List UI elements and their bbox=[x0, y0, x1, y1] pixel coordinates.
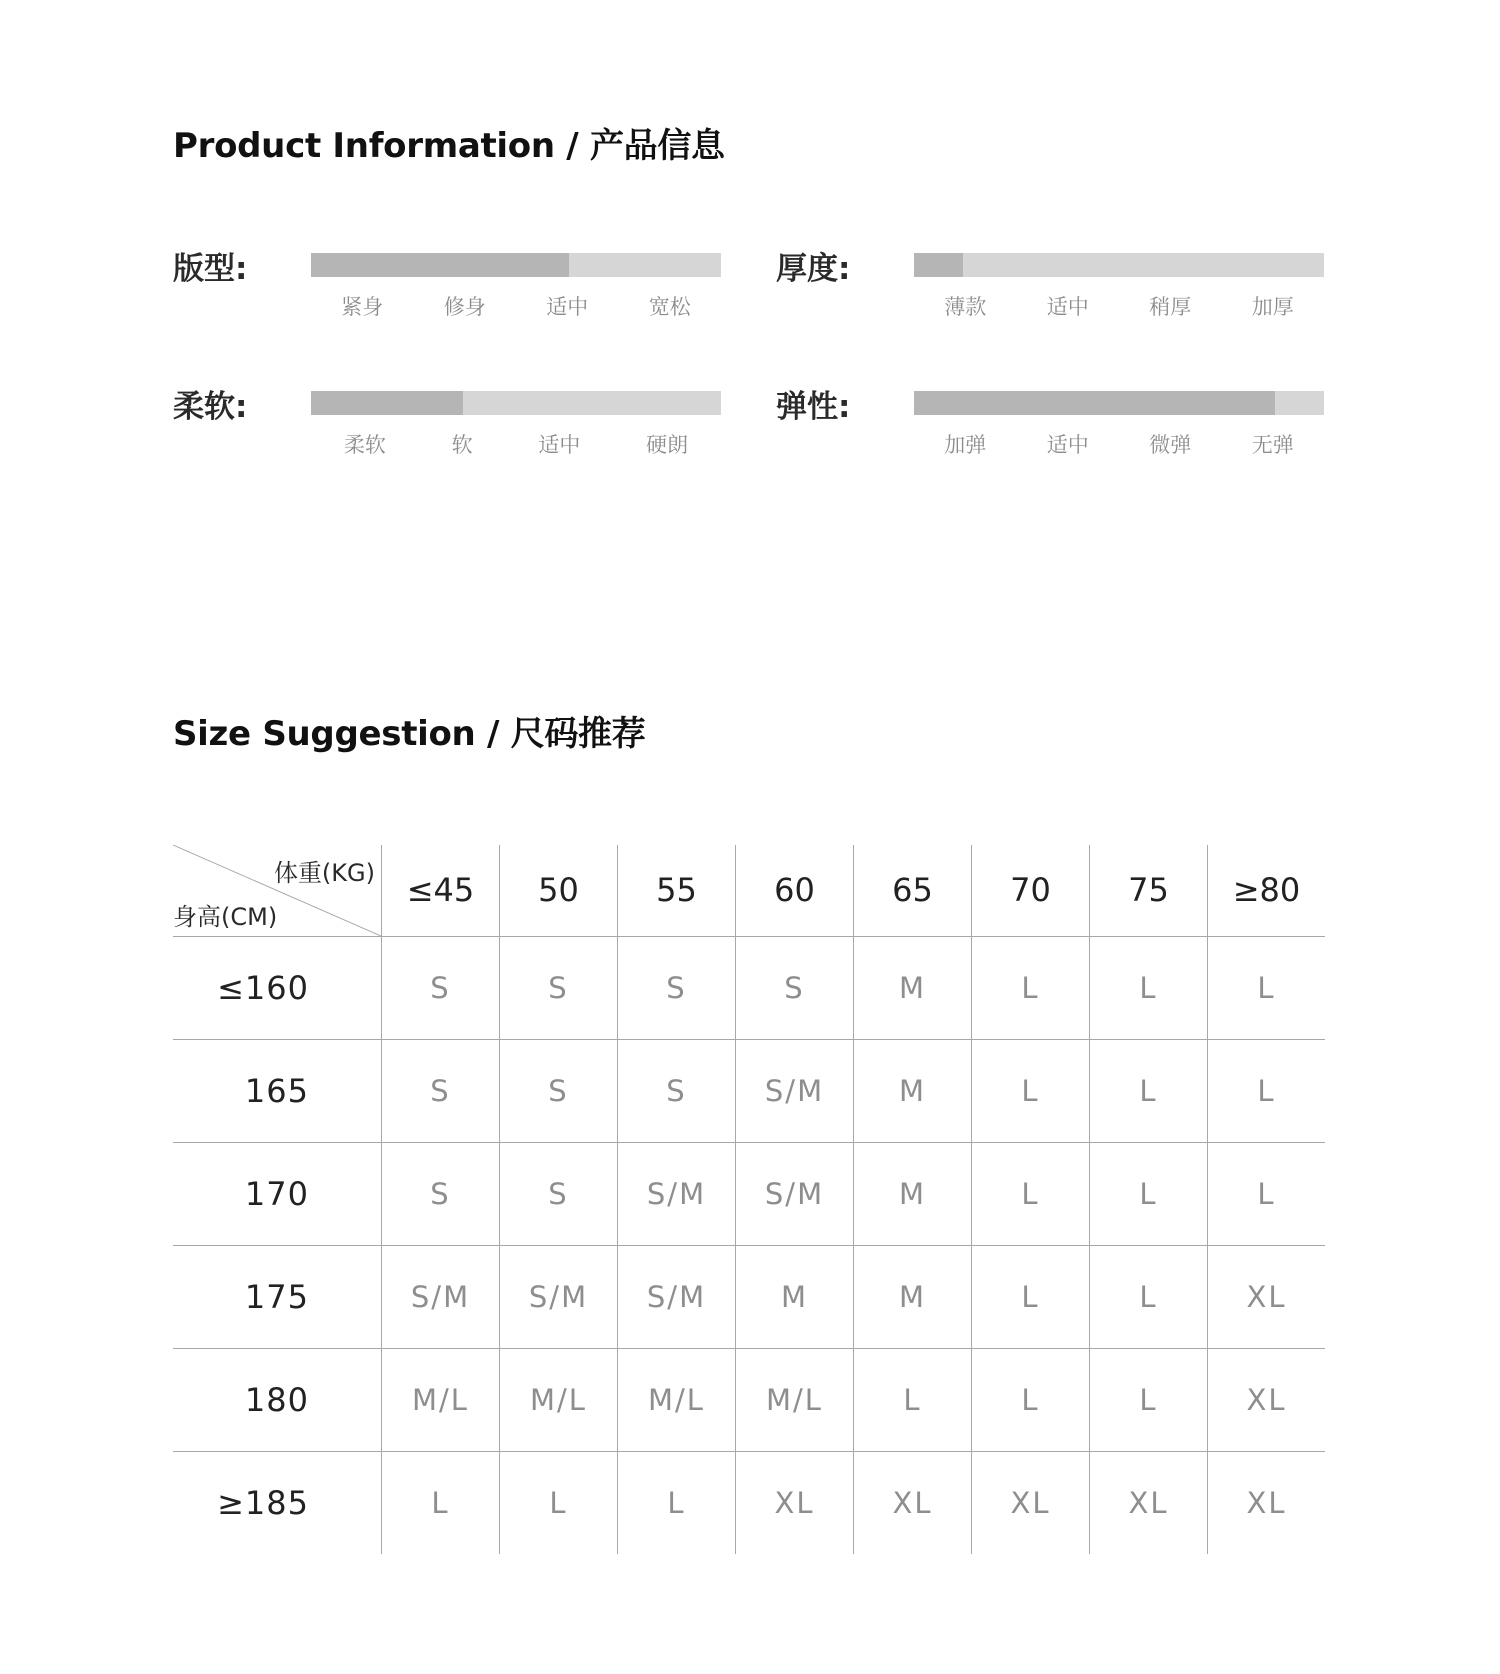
attribute-bar-fill bbox=[914, 391, 1275, 415]
size-cell: S bbox=[382, 936, 500, 1039]
size-cell: S bbox=[500, 936, 618, 1039]
size-cell: XL bbox=[972, 1451, 1090, 1554]
height-axis-label: 身高(CM) bbox=[173, 902, 278, 931]
height-label: 175 bbox=[173, 1245, 382, 1348]
size-cell: S bbox=[382, 1142, 500, 1245]
size-cell: L bbox=[1090, 1245, 1208, 1348]
size-cell: XL bbox=[1090, 1451, 1208, 1554]
size-cell: S bbox=[736, 936, 854, 1039]
table-row bbox=[173, 1245, 1325, 1348]
product-information-title: Product Information / 产品信息 bbox=[173, 126, 725, 166]
attribute-thickness bbox=[776, 243, 1376, 343]
attribute-tick: 薄款 bbox=[944, 295, 987, 319]
size-cell: L bbox=[972, 936, 1090, 1039]
attribute-ticks bbox=[311, 429, 721, 459]
size-cell: XL bbox=[1208, 1451, 1326, 1554]
size-suggestion-title: Size Suggestion / 尺码推荐 bbox=[173, 714, 646, 754]
size-table-header-row bbox=[173, 845, 1325, 936]
attribute-bar bbox=[311, 253, 721, 277]
attribute-label: 弹性: bbox=[776, 389, 851, 425]
weight-axis-label: 体重(KG) bbox=[273, 859, 375, 887]
attribute-tick: 硬朗 bbox=[646, 433, 689, 457]
table-row bbox=[173, 1451, 1325, 1554]
size-cell: S bbox=[382, 1039, 500, 1142]
attribute-tick: 微弹 bbox=[1149, 433, 1192, 457]
size-cell: M/L bbox=[618, 1348, 736, 1451]
size-cell: S/M bbox=[736, 1039, 854, 1142]
size-cell: M bbox=[854, 936, 972, 1039]
table-row bbox=[173, 1142, 1325, 1245]
height-label: 165 bbox=[173, 1039, 382, 1142]
attribute-ticks bbox=[914, 429, 1324, 459]
attribute-tick: 稍厚 bbox=[1149, 295, 1192, 319]
size-table-corner bbox=[173, 845, 382, 936]
size-cell: L bbox=[1208, 1039, 1326, 1142]
attribute-tick: 适中 bbox=[1046, 295, 1089, 319]
attribute-tick: 加厚 bbox=[1251, 295, 1294, 319]
attribute-softness bbox=[173, 381, 773, 481]
size-cell: XL bbox=[854, 1451, 972, 1554]
size-cell: S bbox=[618, 1039, 736, 1142]
weight-header: 75 bbox=[1090, 845, 1208, 936]
attribute-bar-fill bbox=[311, 253, 569, 277]
weight-header: 55 bbox=[618, 845, 736, 936]
attribute-tick: 适中 bbox=[546, 295, 589, 319]
attribute-bar bbox=[311, 391, 721, 415]
size-cell: S/M bbox=[618, 1245, 736, 1348]
size-cell: XL bbox=[1208, 1245, 1326, 1348]
size-cell: L bbox=[1208, 936, 1326, 1039]
size-cell: S/M bbox=[382, 1245, 500, 1348]
size-cell: S bbox=[618, 936, 736, 1039]
size-cell: L bbox=[972, 1039, 1090, 1142]
height-label: ≥185 bbox=[217, 1483, 309, 1522]
size-cell: M/L bbox=[500, 1348, 618, 1451]
size-cell: L bbox=[1090, 1039, 1208, 1142]
size-cell: L bbox=[972, 1245, 1090, 1348]
attribute-tick: 紧身 bbox=[341, 295, 384, 319]
attribute-label: 柔软: bbox=[173, 389, 248, 425]
height-label: 180 bbox=[173, 1348, 382, 1451]
size-cell: M bbox=[854, 1039, 972, 1142]
attribute-ticks bbox=[914, 291, 1324, 321]
attribute-bar-fill bbox=[311, 391, 463, 415]
size-cell: L bbox=[1090, 936, 1208, 1039]
size-cell: S/M bbox=[500, 1245, 618, 1348]
table-row bbox=[173, 1348, 1325, 1451]
attribute-tick: 适中 bbox=[1046, 433, 1089, 457]
size-cell: XL bbox=[1208, 1348, 1326, 1451]
size-cell: S/M bbox=[618, 1142, 736, 1245]
attribute-tick: 无弹 bbox=[1251, 433, 1294, 457]
weight-header: 60 bbox=[736, 845, 854, 936]
attribute-tick: 适中 bbox=[538, 433, 581, 457]
size-cell: M/L bbox=[382, 1348, 500, 1451]
attribute-tick: 软 bbox=[451, 433, 473, 457]
attribute-tick: 加弹 bbox=[944, 433, 987, 457]
size-cell: L bbox=[500, 1451, 618, 1554]
height-label: ≤160 bbox=[173, 936, 382, 1039]
weight-header: ≥80 bbox=[1208, 845, 1326, 936]
attribute-bar-fill bbox=[914, 253, 963, 277]
size-cell: L bbox=[972, 1348, 1090, 1451]
size-cell: XL bbox=[736, 1451, 854, 1554]
size-cell: M bbox=[854, 1245, 972, 1348]
weight-header: 65 bbox=[854, 845, 972, 936]
size-cell: M bbox=[736, 1245, 854, 1348]
size-cell: S bbox=[500, 1039, 618, 1142]
size-cell: M/L bbox=[736, 1348, 854, 1451]
attribute-label: 厚度: bbox=[776, 251, 851, 287]
size-table bbox=[173, 845, 1325, 1554]
attribute-tick: 修身 bbox=[443, 295, 486, 319]
attribute-elasticity bbox=[776, 381, 1376, 481]
table-row bbox=[173, 1039, 1325, 1142]
attribute-tick: 宽松 bbox=[648, 295, 691, 319]
size-cell: L bbox=[1090, 1142, 1208, 1245]
attribute-label: 版型: bbox=[173, 251, 248, 287]
size-cell: S/M bbox=[736, 1142, 854, 1245]
attribute-bar bbox=[914, 391, 1324, 415]
attribute-tick: 柔软 bbox=[343, 433, 386, 457]
table-row bbox=[173, 936, 1325, 1039]
size-cell: S bbox=[500, 1142, 618, 1245]
attribute-ticks bbox=[311, 291, 721, 321]
size-cell: L bbox=[382, 1451, 500, 1554]
size-cell: L bbox=[1208, 1142, 1326, 1245]
attribute-fit bbox=[173, 243, 773, 343]
attribute-bar bbox=[914, 253, 1324, 277]
size-cell: M bbox=[854, 1142, 972, 1245]
weight-header: ≤45 bbox=[382, 845, 500, 936]
weight-header: 70 bbox=[972, 845, 1090, 936]
size-cell: L bbox=[1090, 1348, 1208, 1451]
height-label: 170 bbox=[173, 1142, 382, 1245]
weight-header: 50 bbox=[500, 845, 618, 936]
size-cell: L bbox=[972, 1142, 1090, 1245]
size-cell: L bbox=[854, 1348, 972, 1451]
size-cell: L bbox=[618, 1451, 736, 1554]
